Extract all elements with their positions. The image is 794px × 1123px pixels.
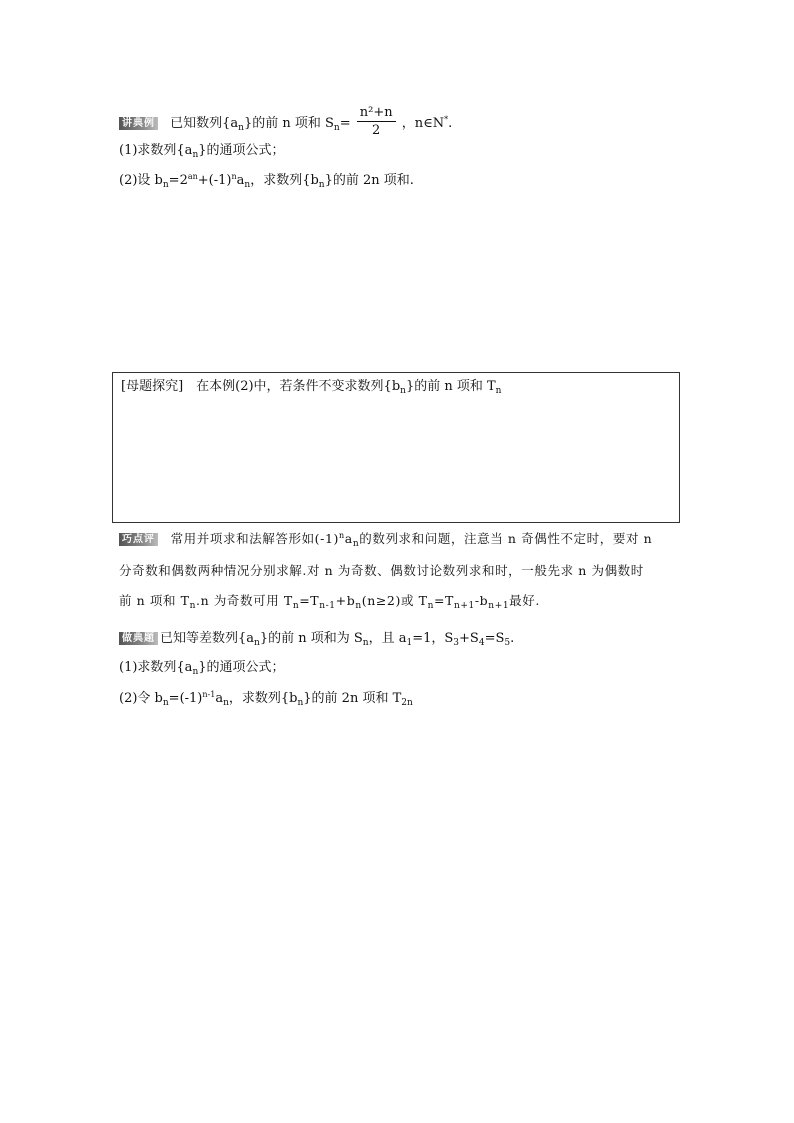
example-fraction: $\frac{\text{n²+n}}{2}$ — [357, 104, 396, 139]
explore-box — [112, 372, 680, 523]
comment-line-2: 分奇数和偶数两种情况分别求解.对 n 为奇数、偶数讨论数列求和时，一般先求 n 为偶数时 — [119, 563, 644, 578]
explore-statement: [母题探究] 在本例(2)中，若条件不变求数列$\{b_n\}$的前 n 项和 $T_n$ — [121, 379, 502, 396]
example-statement: 讲典例 已知数列$\{a_n\}$的前 n 项和 $S_n=$ $\frac{\text{n²+n}}{2}$ ，n∈N*. — [119, 106, 452, 141]
practice-tag: 做典题 — [119, 632, 158, 645]
comment-line-3: 前 n 项和 $T_n.n$ 为奇数可用 $T_n=T_{n-1}+b_n(n\ge 2)$或 $T_n=T_{n+1}-b_{n+1}$最好. — [119, 593, 540, 611]
comment-tag: 巧点评 — [119, 533, 158, 546]
practice-question-2: (2)令 $b_n=(-1)^{n-1}a_n$，求数列$\{b_n\}$的前 2n 项和 $T_{2n}$ — [119, 690, 413, 708]
practice-question-1: (1)求数列$\{a_n\}$的通项公式； — [119, 660, 285, 677]
practice-statement: 做典题 已知等差数列$\{a_n\}$的前 n 项和为 $S_n$，且 $a_1=1$，$S_3+S_4=S_5$. — [119, 630, 514, 648]
example-question-2: (2)设 $b_n=2^{an}+(-1)^na_n$，求数列$\{b_n\}$的前 2n 项和. — [119, 172, 414, 190]
comment-line-1: 巧点评 常用并项求和法解答形如$(-1)^na_n$的数列求和问题，注意当 n 奇偶性不定时，要对 n — [119, 530, 652, 548]
example-question-1: (1)求数列$\{a_n\}$的通项公式； — [119, 143, 285, 160]
example-tag: 讲典例 — [119, 117, 158, 130]
